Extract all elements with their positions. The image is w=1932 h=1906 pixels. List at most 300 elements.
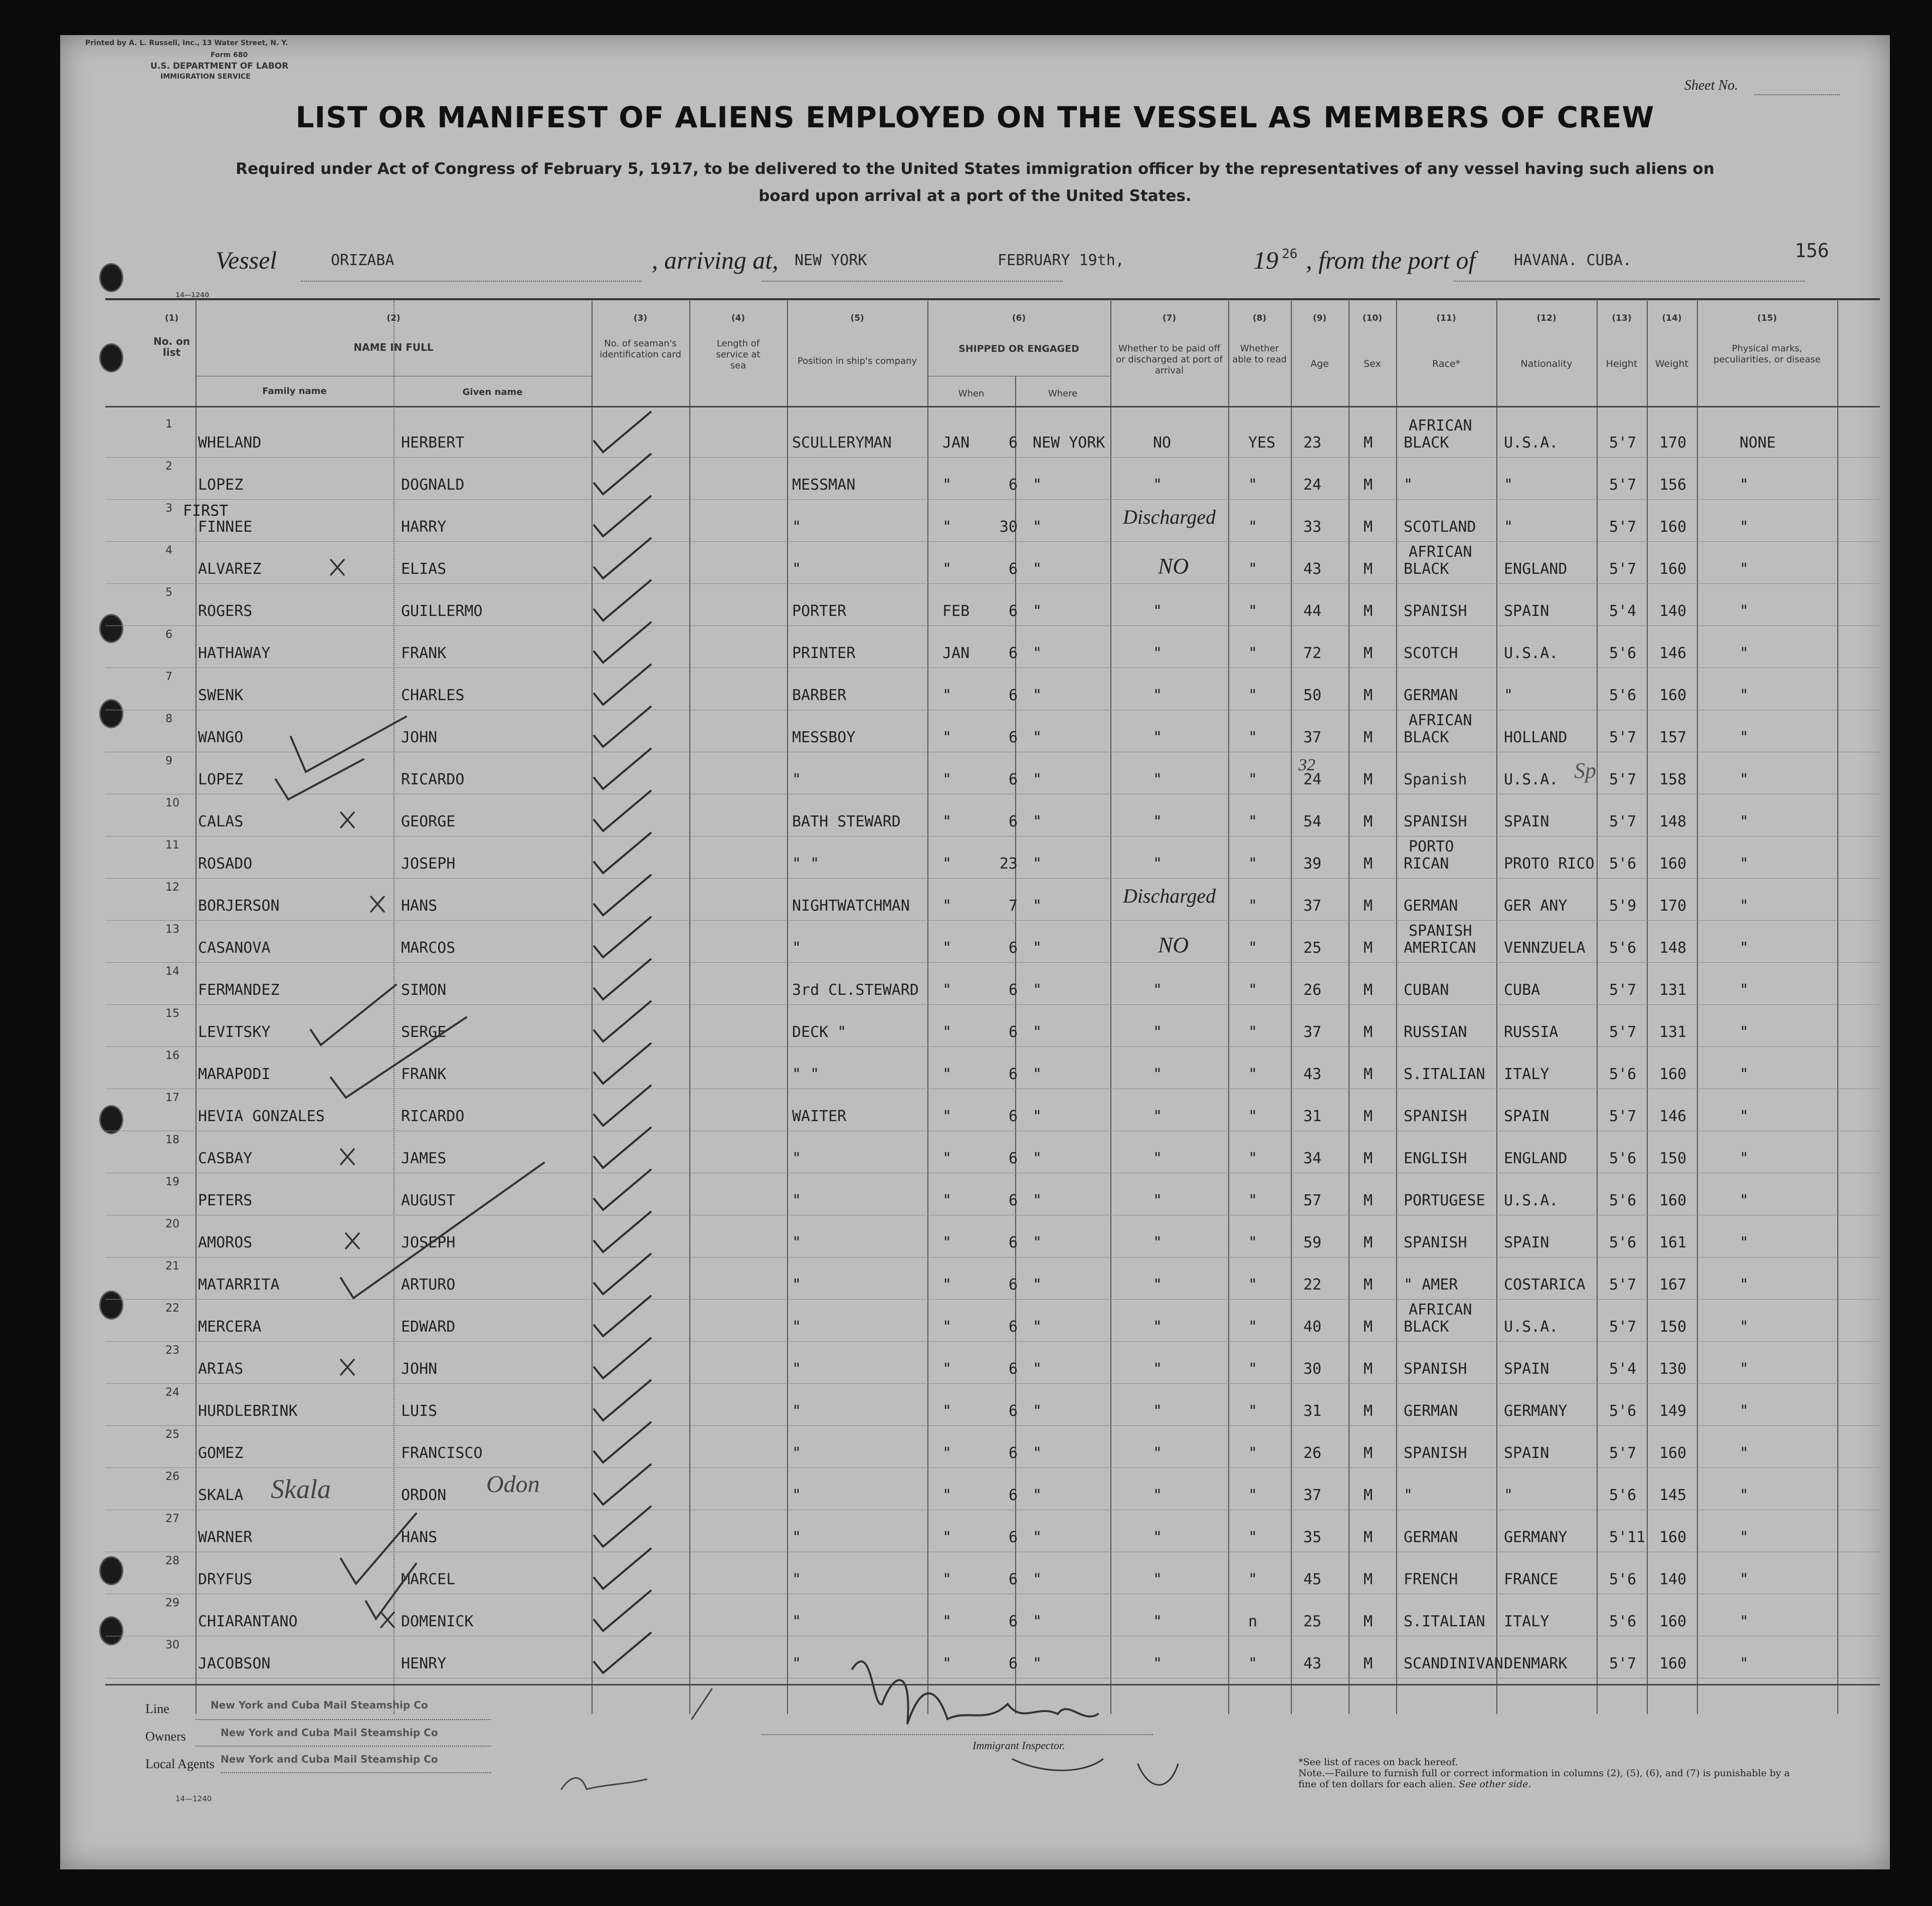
position-cell: " [792, 1234, 802, 1251]
race-cell: BLACK [1404, 1318, 1449, 1336]
sex-cell: M [1364, 1192, 1373, 1209]
paid-off-cell: " [1153, 1529, 1163, 1546]
able-to-read-cell: " [1248, 476, 1258, 494]
paid-off-cell: " [1153, 981, 1163, 999]
position-cell: " [792, 560, 802, 578]
weight-cell: 160 [1659, 1655, 1687, 1672]
nationality-cell: DENMARK [1504, 1655, 1568, 1672]
shipped-where-cell: " [1033, 1655, 1042, 1672]
weight-cell: 148 [1659, 939, 1687, 957]
given-name-cell: GEORGE [401, 813, 456, 830]
height-cell: 5'7 [1609, 729, 1637, 746]
row-number: 24 [165, 1386, 179, 1399]
height-cell: 5'6 [1609, 1613, 1637, 1630]
position-cell: " [792, 1655, 802, 1672]
weight-cell: 150 [1659, 1318, 1687, 1336]
paid-off-cell: " [1153, 1192, 1163, 1209]
weight-cell: 157 [1659, 729, 1687, 746]
able-to-read-cell: " [1248, 1108, 1258, 1125]
check-mark [594, 1086, 651, 1126]
family-name-cell: LEVITSKY [198, 1023, 271, 1041]
shipped-where-cell: NEW YORK [1033, 434, 1105, 452]
age-cell: 43 [1303, 1066, 1322, 1083]
age-cell: 25 [1303, 939, 1322, 957]
race-cell: SPANISH [1404, 813, 1467, 830]
shipped-where-cell: " [1033, 560, 1042, 578]
shipped-month-cell: " [942, 771, 952, 788]
inspector-initials [1013, 1759, 1178, 1785]
height-cell: 5'7 [1609, 1108, 1637, 1125]
given-name-cell: DOMENICK [401, 1613, 474, 1630]
shipped-day-cell: 6 [1008, 1487, 1018, 1504]
family-name-cell: CHIARANTANO [198, 1613, 298, 1630]
nationality-cell: SPAIN [1504, 1444, 1550, 1462]
height-cell: 5'4 [1609, 602, 1637, 620]
height-cell: 5'9 [1609, 897, 1637, 915]
nationality-cell: GERMANY [1504, 1402, 1568, 1420]
able-to-read-cell: " [1248, 518, 1258, 536]
height-cell: 5'6 [1609, 939, 1637, 957]
age-cell: 43 [1303, 1655, 1322, 1672]
row-number: 20 [165, 1218, 179, 1230]
check-mark [594, 749, 651, 789]
race-cell: GERMAN [1404, 1402, 1458, 1420]
physical-marks-cell: " [1740, 729, 1749, 746]
paid-off-cell: " [1153, 1023, 1163, 1041]
shipped-day-cell: 6 [1008, 687, 1018, 704]
race-cell: BLACK [1404, 560, 1449, 578]
physical-marks-cell: " [1740, 981, 1749, 999]
family-name-cell: ARIAS [198, 1360, 244, 1378]
shipped-where-cell: " [1033, 1487, 1042, 1504]
nationality-cell: " [1504, 1487, 1513, 1504]
nationality-cell: U.S.A. [1504, 1318, 1559, 1336]
height-cell: 5'6 [1609, 1234, 1637, 1251]
given-name-cell: RICARDO [401, 1108, 465, 1125]
shipped-day-cell: 6 [1008, 1066, 1018, 1083]
sex-cell: M [1364, 518, 1373, 536]
position-cell: MESSBOY [792, 729, 856, 746]
handwritten-marks [60, 35, 1890, 1869]
nationality-cell: FRANCE [1504, 1571, 1559, 1588]
age-cell: 72 [1303, 645, 1322, 662]
pencil-check-mark [341, 1514, 416, 1584]
given-name-cell: JOSEPH [401, 855, 456, 873]
sex-cell: M [1364, 939, 1373, 957]
family-name-cell: ROGERS [198, 602, 253, 620]
shipped-day-cell: 6 [1008, 1655, 1018, 1672]
sex-cell: M [1364, 1276, 1373, 1294]
shipped-where-cell: " [1033, 897, 1042, 915]
age-cell: 45 [1303, 1571, 1322, 1588]
able-to-read-cell: " [1248, 855, 1258, 873]
row-number: 15 [165, 1007, 179, 1020]
row-number: 4 [165, 544, 172, 557]
able-to-read-cell: " [1248, 981, 1258, 999]
shipped-month-cell: " [942, 687, 952, 704]
physical-marks-cell: " [1740, 476, 1749, 494]
physical-marks-cell: " [1740, 1066, 1749, 1083]
column-header-height: Height [1606, 358, 1638, 369]
position-cell: BARBER [792, 687, 847, 704]
height-cell: 5'6 [1609, 1192, 1637, 1209]
vessel-label: Vessel [216, 246, 277, 274]
age-cell: 59 [1303, 1234, 1322, 1251]
sex-cell: M [1364, 1613, 1373, 1630]
weight-cell: 160 [1659, 1529, 1687, 1546]
column-header-sex: Sex [1364, 358, 1381, 369]
agents-stamp: New York and Cuba Mail Steamship Co [221, 1753, 438, 1765]
able-to-read-cell: " [1248, 1192, 1258, 1209]
physical-marks-cell: " [1740, 1571, 1749, 1588]
check-mark [594, 1001, 651, 1041]
column-header-age: Age [1310, 358, 1329, 369]
shipped-day-cell: 6 [1008, 1192, 1018, 1209]
given-name-cell: MARCOS [401, 939, 456, 957]
family-name-cell: CALAS [198, 813, 244, 830]
row-number: 30 [165, 1639, 179, 1651]
position-cell: " " [792, 1066, 820, 1083]
physical-marks-cell: " [1740, 813, 1749, 830]
age-cell: 26 [1303, 1444, 1322, 1462]
shipped-where-cell: " [1033, 1108, 1042, 1125]
column-number: (14) [1662, 313, 1682, 323]
weight-cell: 160 [1659, 518, 1687, 536]
paid-off-cell: " [1153, 729, 1163, 746]
row-number: 13 [165, 923, 179, 936]
family-name-cell: SKALA [198, 1487, 244, 1504]
race-cell: SPANISH [1404, 1444, 1467, 1462]
row-number: 9 [165, 755, 172, 767]
physical-marks-cell: " [1740, 1276, 1749, 1294]
physical-marks-cell: " [1740, 897, 1749, 915]
family-name-cell: WARNER [198, 1529, 253, 1546]
given-name-cell: HARRY [401, 518, 447, 536]
shipped-where-cell: " [1033, 1150, 1042, 1167]
column-header-race: Race* [1432, 358, 1461, 369]
nationality-cell: SPAIN [1504, 1360, 1550, 1378]
given-name-cell: JOHN [401, 729, 438, 746]
shipped-day-cell: 6 [1008, 1023, 1018, 1041]
height-cell: 5'7 [1609, 518, 1637, 536]
sex-cell: M [1364, 1655, 1373, 1672]
shipped-day-cell: 6 [1008, 813, 1018, 830]
position-cell: " [792, 1318, 802, 1336]
weight-cell: 160 [1659, 1613, 1687, 1630]
shipped-where-cell: " [1033, 771, 1042, 788]
column-header-read: Whether able to read [1232, 343, 1287, 365]
able-to-read-cell: " [1248, 1402, 1258, 1420]
weight-cell: 161 [1659, 1234, 1687, 1251]
shipped-month-cell: " [942, 729, 952, 746]
pencil-check-mark [341, 1163, 544, 1298]
check-mark [594, 833, 651, 873]
physical-marks-cell: " [1740, 1487, 1749, 1504]
race-cell: FRENCH [1404, 1571, 1458, 1588]
race-cell: S.ITALIAN [1404, 1613, 1485, 1630]
physical-marks-cell: " [1740, 1402, 1749, 1420]
nationality-cell: ENGLAND [1504, 1150, 1568, 1167]
sex-cell: M [1364, 981, 1373, 999]
family-name-cell: MERCERA [198, 1318, 262, 1336]
height-cell: 5'6 [1609, 687, 1637, 704]
nationality-cell: SPAIN [1504, 1108, 1550, 1125]
check-mark [594, 454, 651, 494]
age-cell: 57 [1303, 1192, 1322, 1209]
paid-off-cell: NO [1158, 933, 1189, 957]
column-header-weight: Weight [1655, 358, 1689, 369]
height-cell: 5'11 [1609, 1529, 1646, 1546]
row-number: 25 [165, 1428, 179, 1441]
age-cell: 50 [1303, 687, 1322, 704]
owners-label: Owners [145, 1729, 186, 1744]
race-cell: PORTUGESE [1404, 1192, 1485, 1209]
check-mark [594, 1422, 651, 1462]
check-mark [594, 917, 651, 957]
nationality-cell: SPAIN [1504, 1234, 1550, 1251]
height-cell: 5'7 [1609, 434, 1637, 452]
paid-off-cell: " [1153, 813, 1163, 830]
height-cell: 5'6 [1609, 1402, 1637, 1420]
given-name-cell: ORDON [401, 1487, 447, 1504]
family-name-cell: MATARRITA [198, 1276, 280, 1294]
race-prefix-cell: SPANISH [1409, 922, 1472, 940]
from-port-label: , from the port of [1306, 246, 1476, 274]
row-number: 1 [165, 418, 172, 431]
x-mark [381, 1612, 394, 1627]
given-name-cell: RICARDO [401, 771, 465, 788]
weight-cell: 160 [1659, 1192, 1687, 1209]
paid-off-cell: Discharged [1123, 506, 1216, 528]
physical-marks-cell: " [1740, 1529, 1749, 1546]
shipped-month-cell: JAN [942, 645, 970, 662]
x-mark [346, 1233, 359, 1248]
row-number: 18 [165, 1134, 179, 1146]
sex-cell: M [1364, 855, 1373, 873]
race-cell: SPANISH [1404, 1234, 1467, 1251]
nationality-cell: SPAIN [1504, 813, 1550, 830]
position-cell: " [792, 518, 802, 536]
race-cell: " [1404, 1487, 1413, 1504]
row-number: 16 [165, 1049, 179, 1062]
handwritten-skala: Skala [271, 1474, 331, 1504]
shipped-day-cell: 6 [1008, 1571, 1018, 1588]
race-prefix-cell: AFRICAN [1409, 1301, 1472, 1319]
physical-marks-cell: " [1740, 1613, 1749, 1630]
height-cell: 5'6 [1609, 1066, 1637, 1083]
check-mark [594, 1212, 651, 1252]
row-number: 27 [165, 1513, 179, 1525]
row-number: 12 [165, 881, 179, 894]
given-name-cell: JOHN [401, 1360, 438, 1378]
check-mark [594, 1338, 651, 1378]
inspector-label: Immigrant Inspector. [973, 1739, 1065, 1752]
given-name-cell: AUGUST [401, 1192, 456, 1209]
age-cell: 31 [1303, 1108, 1322, 1125]
given-name-cell: HERBERT [401, 434, 465, 452]
race-cell: GERMAN [1404, 897, 1458, 915]
weight-cell: 156 [1659, 476, 1687, 494]
physical-marks-cell: " [1740, 1318, 1749, 1336]
shipped-where-cell: " [1033, 813, 1042, 830]
physical-marks-cell: " [1740, 602, 1749, 620]
column-subheader-family: Family name [262, 386, 327, 396]
inspector-signature [852, 1661, 1098, 1724]
check-mark [594, 1296, 651, 1336]
given-name-cell: JAMES [401, 1150, 447, 1167]
age-cell: 54 [1303, 813, 1322, 830]
race-prefix-cell: AFRICAN [1409, 417, 1472, 435]
able-to-read-cell: " [1248, 1655, 1258, 1672]
row-number: 11 [165, 839, 179, 852]
height-cell: 5'6 [1609, 855, 1637, 873]
position-cell: 3rd CL.STEWARD [792, 981, 919, 999]
check-mark [594, 1128, 651, 1168]
weight-cell: 130 [1659, 1360, 1687, 1378]
height-cell: 5'4 [1609, 1360, 1637, 1378]
position-cell: BATH STEWARD [792, 813, 901, 830]
x-mark [331, 560, 344, 575]
row-number: 29 [165, 1597, 179, 1609]
nationality-cell: COSTARICA [1504, 1276, 1586, 1294]
physical-marks-cell: " [1740, 1444, 1749, 1462]
weight-cell: 145 [1659, 1487, 1687, 1504]
age-cell: 34 [1303, 1150, 1322, 1167]
race-cell: S.ITALIAN [1404, 1066, 1485, 1083]
height-cell: 5'6 [1609, 645, 1637, 662]
check-mark [594, 1633, 651, 1673]
nationality-cell: " [1504, 687, 1513, 704]
paid-off-cell: " [1153, 771, 1163, 788]
weight-cell: 131 [1659, 981, 1687, 999]
sex-cell: M [1364, 1108, 1373, 1125]
shipped-month-cell: " [942, 1318, 952, 1336]
given-name-cell: GUILLERMO [401, 602, 483, 620]
given-name-cell: DOGNALD [401, 476, 465, 494]
family-name-cell: LOPEZ [198, 771, 244, 788]
shipped-month-cell: " [942, 1192, 952, 1209]
shipped-where-cell: " [1033, 1066, 1042, 1083]
row-number: 14 [165, 965, 179, 978]
check-mark [594, 665, 651, 705]
row-number: 23 [165, 1344, 179, 1357]
column-header-paid-off: Whether to be paid off or discharged at port of arrival [1116, 343, 1223, 376]
shipped-month-cell: " [942, 1613, 952, 1630]
age-cell: 40 [1303, 1318, 1322, 1336]
shipped-day-cell: 6 [1008, 602, 1018, 620]
sex-cell: M [1364, 434, 1373, 452]
shipped-where-cell: " [1033, 602, 1042, 620]
shipped-month-cell: " [942, 1066, 952, 1083]
age-cell: 37 [1303, 897, 1322, 915]
physical-marks-cell: " [1740, 1655, 1749, 1672]
family-name-cell: BORJERSON [198, 897, 280, 915]
year-suffix: 26 [1282, 247, 1298, 262]
height-cell: 5'7 [1609, 1655, 1637, 1672]
nationality-cell: CUBA [1504, 981, 1540, 999]
family-name-cell: HURDLEBRINK [198, 1402, 298, 1420]
physical-marks-cell: " [1740, 518, 1749, 536]
shipped-day-cell: 6 [1008, 476, 1018, 494]
nationality-cell: ITALY [1504, 1613, 1550, 1630]
family-name-cell: PETERS [198, 1192, 253, 1209]
shipped-month-cell: " [942, 1108, 952, 1125]
check-mark [594, 538, 651, 578]
age-cell: 37 [1303, 1023, 1322, 1041]
paid-off-cell: NO [1158, 554, 1189, 578]
pencil-check-mark [366, 1564, 416, 1619]
check-mark [594, 1464, 651, 1505]
position-cell: SCULLERYMAN [792, 434, 892, 452]
row-number: 7 [165, 671, 172, 683]
fine-note: Note.—Failure to furnish full or correct information in columns (2), (5), (6), and (7) is punishable by a fine of ten dollars for each alien. See other side. [1298, 1768, 1790, 1790]
shipped-day-cell: 6 [1008, 1529, 1018, 1546]
race-cell: GERMAN [1404, 1529, 1458, 1546]
row-number: 26 [165, 1470, 179, 1483]
able-to-read-cell: " [1248, 897, 1258, 915]
family-name-cell: JACOBSON [198, 1655, 271, 1672]
column-number: (1) [164, 313, 179, 323]
age-cell: 31 [1303, 1402, 1322, 1420]
race-cell: RICAN [1404, 855, 1449, 873]
sheet-number-label: Sheet No. [1684, 78, 1738, 93]
check-mark [594, 875, 651, 915]
height-cell: 5'7 [1609, 476, 1637, 494]
sex-cell: M [1364, 771, 1373, 788]
family-name-cell: LOPEZ [198, 476, 244, 494]
physical-marks-cell: " [1740, 1150, 1749, 1167]
paid-off-cell: " [1153, 1402, 1163, 1420]
race-cell: " AMER [1404, 1276, 1458, 1294]
sex-cell: M [1364, 476, 1373, 494]
paid-off-cell: " [1153, 1571, 1163, 1588]
age-cell: 35 [1303, 1529, 1322, 1546]
age-correction: 32 [1298, 756, 1315, 774]
given-name-cell: ARTURO [401, 1276, 456, 1294]
paid-off-cell: " [1153, 1655, 1163, 1672]
age-cell: 30 [1303, 1360, 1322, 1378]
shipped-day-cell: 6 [1008, 1402, 1018, 1420]
physical-marks-cell: " [1740, 1023, 1749, 1041]
position-cell: DECK " [792, 1023, 847, 1041]
given-name-cell: JOSEPH [401, 1234, 456, 1251]
able-to-read-cell: " [1248, 1318, 1258, 1336]
position-cell: " [792, 1487, 802, 1504]
shipped-day-cell: 6 [1008, 1318, 1018, 1336]
race-cell: SPANISH [1404, 602, 1467, 620]
shipped-where-cell: " [1033, 729, 1042, 746]
shipped-day-cell: 6 [1008, 434, 1018, 452]
check-mark [594, 1170, 651, 1210]
able-to-read-cell: " [1248, 1150, 1258, 1167]
weight-cell: 170 [1659, 897, 1687, 915]
position-cell: " [792, 1192, 802, 1209]
row-number: 8 [165, 713, 172, 725]
paid-off-cell: " [1153, 602, 1163, 620]
column-subheader-where: Where [1048, 388, 1078, 399]
race-cell: GERMAN [1404, 687, 1458, 704]
sex-cell: M [1364, 1234, 1373, 1251]
sex-cell: M [1364, 897, 1373, 915]
paid-off-cell: " [1153, 1234, 1163, 1251]
pencil-check-mark [331, 1017, 466, 1098]
able-to-read-cell: " [1248, 1023, 1258, 1041]
column-header-no: No. on list [153, 335, 190, 358]
shipped-month-cell: " [942, 1487, 952, 1504]
able-to-read-cell: " [1248, 939, 1258, 957]
sex-cell: M [1364, 1066, 1373, 1083]
shipped-day-cell: 6 [1008, 981, 1018, 999]
